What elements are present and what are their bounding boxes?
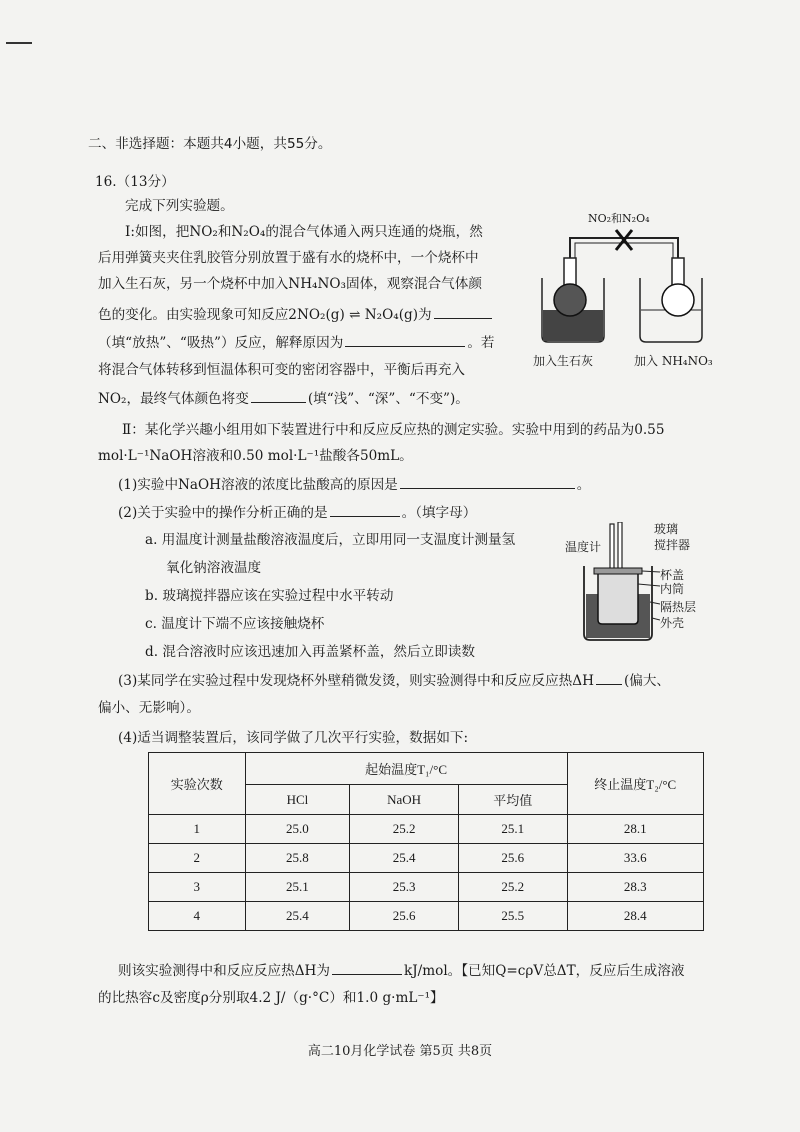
conclusion-text: 则该实验测得中和反应反应热ΔH为: [118, 963, 330, 979]
fig2-insulation-label: 隔热层: [660, 600, 697, 614]
q3-line2: 偏小、无影响）。: [98, 700, 200, 716]
cell-t2: 28.3: [567, 873, 704, 902]
subheader-naoh: NaOH: [350, 785, 459, 815]
q1-end: 。: [576, 477, 591, 493]
subheader-hcl: HCl: [245, 785, 350, 815]
cell-hcl: 25.8: [245, 844, 350, 873]
left-beaker: [542, 258, 604, 342]
part1-line7-end: (填“浅”、“深”、“不变”)。: [307, 391, 469, 407]
cell-avg: 25.6: [458, 844, 567, 873]
fig2-lid-label: 杯盖: [660, 568, 685, 582]
fig2-glass-label1: 玻璃: [654, 522, 679, 536]
cell-hcl: 25.1: [245, 873, 350, 902]
cell-avg: 25.2: [458, 873, 567, 902]
subheader-average: 平均值: [458, 785, 567, 815]
part1-line4-text: 色的变化。由实验现象可知反应2NO₂(g) ⇌ N₂O₄(g)为: [98, 307, 432, 323]
cell-trial: 1: [149, 815, 246, 844]
part1-line5-text: （填“放热”、“吸热”）反应，解释原因为: [98, 335, 344, 351]
table-row: [149, 902, 704, 931]
part1-line2: 后用弹簧夹夹住乳胶管分别放置于盛有水的烧杯中，一个烧杯中: [98, 250, 479, 266]
right-beaker: [640, 258, 702, 342]
option-a-line1: a. 用温度计测量盐酸溶液温度后，立即用同一支温度计测量氢: [145, 532, 516, 548]
q2-line: [118, 502, 476, 523]
cell-avg: 25.5: [458, 902, 567, 931]
fig2-inner-label: 内筒: [660, 582, 685, 596]
answer-blank-enthalpy[interactable]: [332, 960, 402, 975]
fig2-glass-label2: 搅拌器: [654, 538, 691, 552]
calorimeter-figure: [580, 522, 660, 644]
answer-blank-q2[interactable]: [330, 502, 400, 517]
cell-t2: 28.1: [567, 815, 704, 844]
part1-line5: [98, 332, 495, 353]
answer-blank-heat[interactable]: [434, 304, 492, 319]
flasks-figure: [528, 218, 718, 348]
page-footer: 高二10月化学试卷 第5页 共8页: [307, 1044, 493, 1059]
conclusion-text-end: kJ/mol。【已知Q=cρV总ΔT，反应后生成溶液: [403, 963, 685, 979]
header-end-temp: 终止温度T₂/°C: [567, 753, 704, 815]
cell-naoh: 25.6: [350, 902, 459, 931]
section-heading: 二、非选择题：本题共4小题，共55分。: [88, 136, 332, 152]
part1-line7-text: NO₂，最终气体颜色将变: [98, 391, 249, 407]
cell-trial: 4: [149, 902, 246, 931]
table-row: [149, 873, 704, 902]
cell-naoh: 25.3: [350, 873, 459, 902]
q4-line: (4)适当调整装置后，该同学做了几次平行实验，数据如下:: [118, 730, 469, 746]
q1-line: [118, 474, 590, 495]
q1-text: (1)实验中NaOH溶液的浓度比盐酸高的原因是: [118, 477, 398, 493]
conclusion-line1: [118, 960, 684, 981]
fig1-top-label: NO₂和N₂O₄: [588, 212, 650, 225]
cell-hcl: 25.4: [245, 902, 350, 931]
cell-t2: 33.6: [567, 844, 704, 873]
cell-naoh: 25.4: [350, 844, 459, 873]
header-start-temp: 起始温度T₁/°C: [245, 753, 567, 785]
cell-trial: 2: [149, 844, 246, 873]
part2-intro2: mol·L⁻¹NaOH溶液和0.50 mol·L⁻¹盐酸各50mL。: [98, 448, 413, 464]
experiment-table: [148, 752, 704, 931]
option-c: c. 温度计下端不应该接触烧杯: [145, 616, 325, 632]
cell-naoh: 25.2: [350, 815, 459, 844]
part1-line5-end: 。若: [467, 335, 495, 351]
answer-blank-color[interactable]: [251, 388, 306, 403]
q2-end: 。（填字母）: [401, 505, 477, 521]
q3-line: [118, 670, 670, 691]
answer-blank-q1[interactable]: [400, 474, 575, 489]
q3-text: (3)某同学在实验过程中发现烧杯外壁稍微发烫，则实验测得中和反应反应热ΔH: [118, 673, 594, 689]
cell-trial: 3: [149, 873, 246, 902]
question-intro: 完成下列实验题。: [125, 198, 234, 214]
table-row: [149, 815, 704, 844]
cell-hcl: 25.0: [245, 815, 350, 844]
answer-blank-reason[interactable]: [345, 332, 465, 347]
part2-intro1: Ⅱ：某化学兴趣小组用如下装置进行中和反应反应热的测定实验。实验中用到的药品为0.55: [122, 422, 665, 438]
part1-line3: 加入生石灰，另一个烧杯中加入NH₄NO₃固体，观察混合气体颜: [98, 276, 482, 292]
corner-mark: [6, 42, 32, 44]
part1-line6: 将混合气体转移到恒温体积可变的密闭容器中，平衡后再充入: [98, 362, 466, 378]
fig1-left-caption: 加入生石灰: [533, 354, 594, 368]
question-number: 16.（13分）: [95, 174, 175, 190]
part1-line4: [98, 304, 494, 325]
q2-text: (2)关于实验中的操作分析正确的是: [118, 505, 328, 521]
header-trial: 实验次数: [149, 753, 246, 815]
part1-line7: [98, 388, 469, 409]
fig1-right-caption: 加入 NH₄NO₃: [634, 354, 713, 368]
option-a-line2: 氧化钠溶液温度: [166, 560, 262, 576]
fig2-thermometer-label: 温度计: [565, 540, 602, 554]
fig2-outer-label: 外壳: [660, 616, 685, 630]
q3-options: (偏大、: [623, 673, 671, 689]
table-row: [149, 844, 704, 873]
cell-avg: 25.1: [458, 815, 567, 844]
option-b: b. 玻璃搅拌器应该在实验过程中水平转动: [145, 588, 394, 604]
option-d: d. 混合溶液时应该迅速加入再盖紧杯盖，然后立即读数: [145, 644, 475, 660]
clip-icon: [616, 230, 632, 250]
answer-blank-q3[interactable]: [596, 670, 622, 685]
conclusion-line2: 的比热容c及密度ρ分别取4.2 J/（g·°C）和1.0 g·mL⁻¹】: [98, 990, 444, 1006]
part1-line1: Ⅰ:如图，把NO₂和N₂O₄的混合气体通入两只连通的烧瓶，然: [125, 224, 483, 240]
cell-t2: 28.4: [567, 902, 704, 931]
